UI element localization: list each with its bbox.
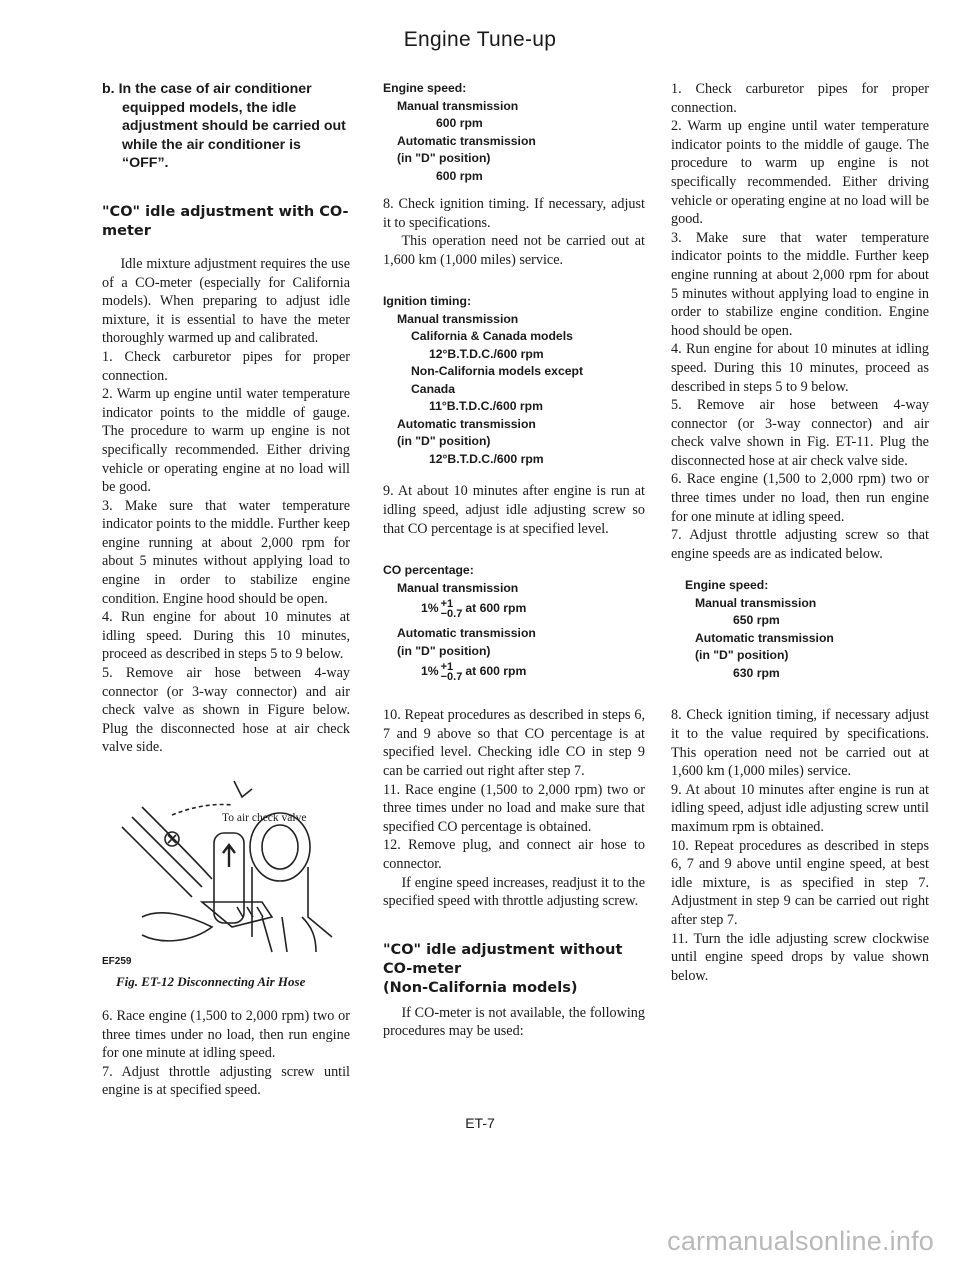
page-number: ET-7 [465,1115,495,1131]
spec-auto-value: 600 rpm [436,168,483,183]
spec-california: California & Canada models [411,329,573,344]
step-2: 2. Warm up engine until water temperature indicator points to the middle of gauge. The procedure to warm up engine is not specifically recommended. Either driving vehicle or operating engine at no load will be good. [102,386,350,496]
step-11: 11. Turn the idle adjusting screw clockwise until engine speed drops by value shown below. [671,930,929,984]
spec-title: Engine speed: [685,578,769,593]
spec-auto: Automatic transmission [397,626,536,641]
spec-auto: Automatic transmission [695,630,834,645]
spec-title: Engine speed: [383,81,467,95]
step-5: 5. Remove air hose between 4-way connector (or 3-way connector) and air check valve as shown in Figure below. Plug the disconnected hose at air check valve side. [102,665,350,756]
spec-auto-position: (in "D" position) [397,434,491,449]
step-11: 11. Race engine (1,500 to 2,000 rpm) two or three times under no load and make sure that specified CO percentage is obtained. [383,781,645,835]
step-7: 7. Adjust throttle adjusting screw until engine is at specified speed. [102,1063,350,1099]
section-heading-with-co-meter: "CO" idle adjustment with CO-meter [102,203,349,239]
step-10: 10. Repeat procedures as described in steps 6, 7 and 9 above until engine speed, at best idle mixture, is as specified in step 7. Adjustment in step 9 can be carried out right after step 7. [671,837,929,928]
ac-note [102,80,350,173]
spec-non-california: Non-California models except [411,364,584,379]
engine-speed-spec [383,80,645,185]
spec-manual-value: 650 rpm [733,613,780,628]
spec-manual: Manual transmission [695,595,817,610]
spec-manual: Manual transmission [397,311,519,326]
spec-manual: Manual transmission [397,580,519,595]
step-8: 8. Check ignition timing. If necessary, adjust it to specifications. [383,196,645,231]
spec-auto-position: (in "D" position) [695,648,789,663]
watermark: carmanualsonline.info [667,1226,934,1256]
co-rpm: at 600 rpm [465,601,527,616]
spec-manual: Manual transmission [397,98,519,113]
co-value: 1% [421,601,439,616]
co-percentage-spec [383,562,645,688]
co-tolerance [441,599,463,619]
figure-caption: Fig. ET-12 Disconnecting Air Hose [116,974,306,989]
ignition-timing-spec [383,293,645,468]
spec-non-california-value: 11°B.T.D.C./600 rpm [429,399,543,414]
spec-manual-value: 600 rpm [436,116,483,130]
step-9: 9. At about 10 minutes after engine is run at idling speed, adjust idle adjusting screw until maximum rpm is obtained. [671,781,929,835]
step-1: 1. Check carburetor pipes for proper connection. [671,81,929,116]
co-tol-plus: +1 [440,598,454,611]
column-3 [671,80,929,985]
spec-auto-position: (in "D" position) [397,151,491,165]
ac-note-letter: b. [102,81,115,97]
spec-auto-value [383,662,645,688]
spec-manual-value [383,599,645,625]
co-tol-plus: +1 [440,661,454,674]
step-12-note: If engine speed increases, readjust it to the specified speed with throttle adjusting screw. [383,874,645,910]
engine-speed-spec [671,577,929,682]
step-4: 4. Run engine for about 10 minutes at idling speed. During this 10 minutes, proceed as described in steps 5 to 9 below. [671,341,929,395]
step-3: 3. Make sure that water temperature indicator points to the middle. Further keep engine running at about 2,000 rpm for about 5 minutes without applying load to engine in order to stabilize engine condition. Engine hood should be open. [671,229,929,339]
spec-auto: Automatic transmission [397,133,536,148]
step-9: 9. At about 10 minutes after engine is run at idling speed, adjust idle adjusting screw so that CO percentage is at specified level. [383,483,645,537]
co-rpm: at 600 rpm [465,664,527,679]
page-header: Engine Tune-up [403,28,557,51]
co-tol-minus: −0.7 [440,608,463,621]
figure-callout: To air check valve [222,812,307,824]
spec-title: CO percentage: [383,563,474,578]
spec-auto: Automatic transmission [397,416,536,431]
air-hose-illustration [102,767,350,967]
ac-note-text: In the case of air conditioner equipped models, the idle adjustment should be carried out while the air conditioner is “OFF”. [118,81,346,172]
spec-title: Ignition timing: [383,294,471,309]
step-10: 10. Repeat procedures as described in steps 6, 7 and 9 above so that CO percentage is at specified level. Checking idle CO in step 9 can be carried out right after step 7. [383,707,645,779]
step-8: 8. Check ignition timing, if necessary adjust it to the value required by specifications. This operation need not be carried out at 1,600 km (1,000 miles) service. [671,707,929,780]
spec-non-california-2: Canada [411,381,456,396]
step-12: 12. Remove plug, and connect air hose to connector. [383,837,645,872]
spec-california-value: 12°B.T.D.C./600 rpm [429,346,544,361]
co-tol-minus: −0.7 [440,671,463,684]
step-2: 2. Warm up engine until water temperature indicator points to the middle of gauge. The procedure to warm up engine is not specifically recommended. Either driving vehicle or operating engine at no load will be good. [671,118,929,228]
step-5: 5. Remove air hose between 4-way connector (or 3-way connector) and air check valve shown in Fig. ET-11. Plug the disconnected hose at air check valve side. [671,397,929,469]
step-6: 6. Race engine (1,500 to 2,000 rpm) two or three times under no load, then run engine for one minute at idling speed. [102,1008,350,1062]
column-2 [383,80,645,1041]
figure-air-hose [102,767,350,989]
step-6: 6. Race engine (1,500 to 2,000 rpm) two or three times under no load, then run engine for one minute at idling speed. [671,471,929,525]
step-3: 3. Make sure that water temperature indicator points to the middle. Further keep engine running at about 2,000 rpm for about 5 minutes without applying load to engine in order to stabilize engine condition. Engine hood should be open. [102,497,350,607]
section-subheading: (Non-California models) [383,979,578,996]
column-1 [102,80,350,1100]
spec-auto-position: (in "D" position) [397,643,491,658]
spec-auto-value: 12°B.T.D.C./600 rpm [429,451,544,466]
intro-paragraph: Idle mixture adjustment requires the use of a CO-meter (especially for California models). When preparing to adjust idle mixture, it is essential to have the meter thoroughly warmed up and calibrated. [102,255,350,347]
step-7: 7. Adjust throttle adjusting screw so that engine speeds are as indicated below. [671,527,929,562]
co-value: 1% [421,664,439,679]
step-1: 1. Check carburetor pipes for proper connection. [102,348,350,384]
step-8-note: This operation need not be carried out at 1,600 km (1,000 miles) service. [383,233,645,268]
co-tolerance [441,662,463,682]
figure-id: EF259 [102,956,132,967]
spec-auto-value: 630 rpm [733,665,780,680]
section-heading-without-co-meter: "CO" idle adjustment without CO-meter [383,941,623,977]
intro-paragraph-2: If CO-meter is not available, the following procedures may be used: [383,1004,645,1040]
step-4: 4. Run engine for about 10 minutes at idling speed. During this 10 minutes, proceed as described in steps 5 to 9 below. [102,609,350,663]
